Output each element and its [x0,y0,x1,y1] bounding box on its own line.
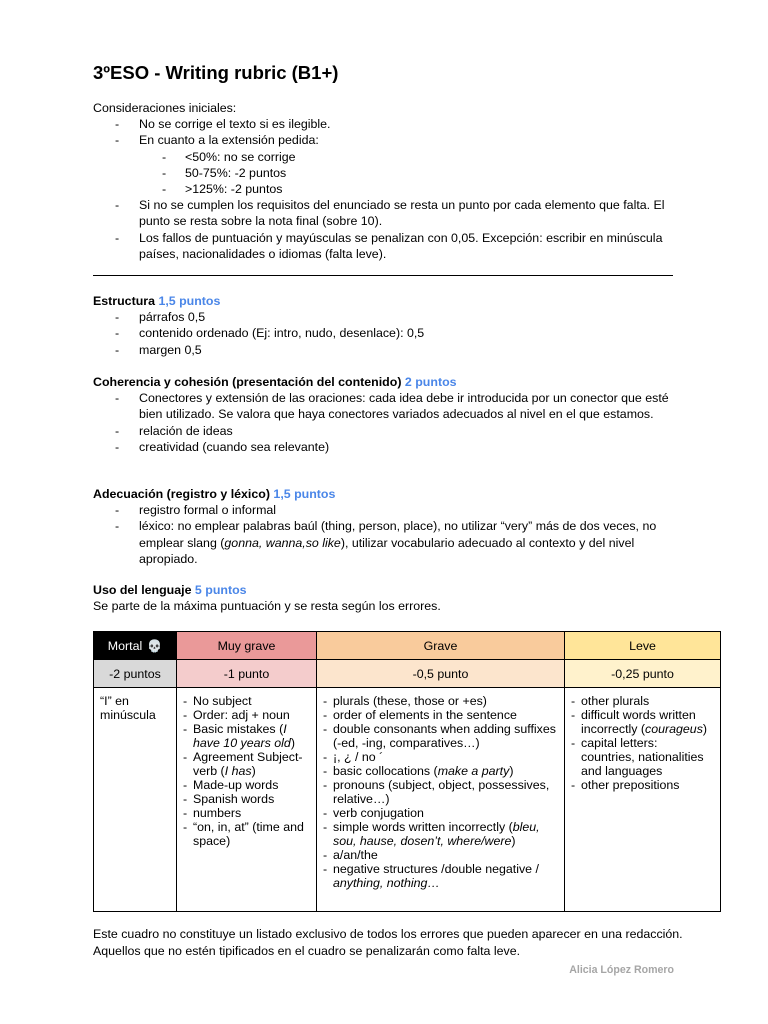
coherencia-heading [93,374,693,390]
section-points: 1,5 puntos [158,294,221,308]
estructura-heading [93,293,693,309]
header-mortal [94,632,177,660]
list-item [323,820,558,848]
list-item: - Made-up words [183,778,310,792]
list-item: - a/an/the [323,848,558,862]
lexico-text: léxico: no emplear palabras baúl (thing, person, place), no utilizar “very” más de dos veces, no emplear slang ( [139,519,657,550]
skull-icon: 💀 [147,638,163,653]
adecuacion-section [93,486,693,567]
item-text: difficult words written incorrectly ( [581,708,696,736]
list-item [183,722,310,750]
lexico-text: ), utilizar vocabulario adecuado al contexto y del nivel apropiado. [139,535,635,566]
slang-examples: gonna, wanna,so like [224,535,341,550]
uso-section [93,582,693,614]
item-text: basic collocations ( [333,764,438,778]
author-name: Alicia López Romero [569,964,674,976]
considerations-heading: Consideraciones iniciales: [93,101,237,115]
section-title: Estructura [93,294,155,308]
list-item: - Spanish words [183,792,310,806]
list-item: - No subject [183,694,310,708]
item-text: ) [290,736,295,750]
considerations-item: - Si no se cumplen los requisitos del enunciado se resta un punto por cada elemento que falta. El punto se resta sobre la nota final (sobre 10). [93,197,693,229]
list-item: - numbers [183,806,310,820]
uso-heading [93,582,693,598]
list-item [323,764,558,778]
header-muy-grave: Muy grave [177,632,317,660]
considerations-item: - En cuanto a la extensión pedida: [93,132,693,148]
item-text: ) [251,764,256,778]
header-label: Mortal [107,638,143,653]
header-grave: Grave [317,632,565,660]
estructura-item: - margen 0,5 [93,342,693,358]
considerations-list [93,116,693,262]
list-item: - double consonants when adding suffixes (-ed, -ing, comparatives…) [323,722,558,750]
list-item: - pronouns (subject, object, possessives, relative…) [323,778,558,806]
extension-subitem: - <50%: no se corrige [93,149,693,165]
estructura-list [93,309,693,358]
item-text: ) [702,722,708,736]
item-example: bleu, sou, hause, dosen’t, where/were [333,820,540,848]
adecuacion-item: - registro formal o informal [93,502,693,518]
estructura-item: - contenido ordenado (Ej: intro, nudo, desenlace): 0,5 [93,325,693,341]
errors-muy-grave [177,688,317,912]
coherencia-item: - relación de ideas [93,423,693,439]
list-item [323,862,558,890]
adecuacion-list [93,502,693,567]
considerations-item: - No se corrige el texto si es ilegible. [93,116,693,132]
coherencia-section [93,374,693,455]
grave-list [323,694,558,890]
mortal-text: “I” en minúscula [100,694,156,722]
table-errors-row [94,688,721,912]
points-mortal: -2 puntos [94,660,177,688]
list-item: - other plurals [571,694,714,708]
coherencia-item: - Conectores y extensión de las oraciones: cada idea debe ir introducida por un conector que esté bien utilizado. Se valora que haya conectores variados adecuados al nivel en el que estamos. [93,390,679,422]
list-item [571,708,714,736]
table-points-row [94,660,721,688]
horizontal-divider [93,275,673,276]
item-example: anything, nothing… [333,876,440,890]
coherencia-list [93,390,693,455]
points-leve: -0,25 punto [565,660,721,688]
muy-grave-list [183,694,310,848]
item-text: negative structures /double negative / [333,862,539,876]
header-leve: Leve [565,632,721,660]
rubric-table [93,631,721,912]
section-title: Uso del lenguaje [93,583,192,597]
page-title: 3ºESO - Writing rubric (B1+) [93,62,339,83]
item-text: Basic mistakes ( [193,722,284,736]
list-item: - ¡, ¿ / no ´ [323,750,558,764]
list-item: - Order: adj + noun [183,708,310,722]
item-example: courageus [645,722,703,736]
list-item: - “on, in, at” (time and space) [183,820,310,848]
points-muy-grave: -1 punto [177,660,317,688]
section-points: 2 puntos [404,375,457,389]
estructura-section [93,293,693,358]
extension-subitem: - >125%: -2 puntos [93,181,693,197]
errors-grave [317,688,565,912]
uso-description: Se parte de la máxima puntuación y se resta según los errores. [93,599,441,614]
item-example: I have 10 years old [193,722,291,750]
footer-note: Este cuadro no constituye un listado exclusivo de todos los errores que pueden aparecer en una redacción. Aquellos que no estén tipificados en el cuadro se penalizarán como falta leve. [93,927,683,958]
errors-leve [565,688,721,912]
item-text: ) [511,834,516,848]
item-text: Agreement Subject-verb ( [193,750,303,778]
adecuacion-heading [93,486,693,502]
coherencia-item: - creatividad (cuando sea relevante) [93,439,693,455]
list-item: - other prepositions [571,778,714,792]
list-item: - order of elements in the sentence [323,708,558,722]
considerations-item: - Los fallos de puntuación y mayúsculas se penalizan con 0,05. Excepción: escribir en minúscula países, nacionalidades o idiomas (falta leve). [93,230,693,262]
extension-subitem: - 50-75%: -2 puntos [93,165,693,181]
list-item: - plurals (these, those or +es) [323,694,558,708]
item-example: make a party [437,764,510,778]
points-grave: -0,5 punto [317,660,565,688]
item-example: I has [224,764,252,778]
errors-mortal [94,688,177,912]
section-title: Coherencia y cohesión (presentación del contenido) [93,375,402,389]
list-item: - capital letters: countries, nationalities and languages [571,736,714,778]
considerations-section [93,100,693,262]
list-item [183,750,310,778]
leve-list [571,694,714,792]
section-points: 5 puntos [194,583,247,597]
adecuacion-item [93,518,693,567]
section-points: 1,5 puntos [273,487,336,501]
list-item: - verb conjugation [323,806,558,820]
estructura-item: - párrafos 0,5 [93,309,693,325]
section-title: Adecuación (registro y léxico) [93,487,270,501]
item-text: ) [509,764,514,778]
item-text: simple words written incorrectly ( [333,820,513,834]
table-header-row [94,632,721,660]
